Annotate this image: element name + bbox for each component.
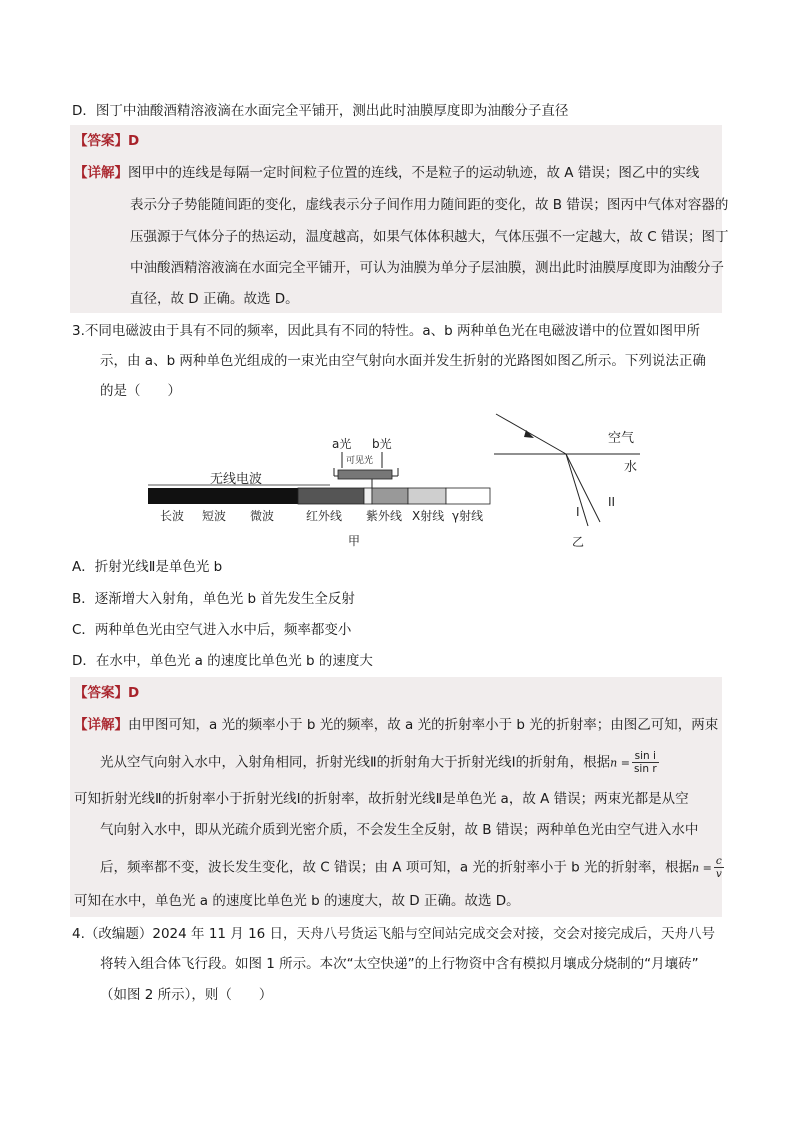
band-visible <box>364 488 372 504</box>
answer-label: 【答案】 <box>74 133 128 149</box>
spectrum-diagram <box>140 430 500 550</box>
band-radio <box>148 488 298 504</box>
q3-detail-line-3: 可知折射光线Ⅱ的折射率小于折射光线Ⅰ的折射率，故折射光线Ⅱ是单色光 a，故 A 错误；两束光都是从空 <box>74 791 689 807</box>
q2-detail-line-5: 直径，故 D 正确。故选 D。 <box>130 291 299 307</box>
ray-label-1: I <box>576 505 580 519</box>
detail-text: 光从空气向射入水中，入射角相同，折射光线Ⅱ的折射角大于折射光线Ⅰ的折射角，根据 <box>100 754 611 771</box>
q3-stem-line-3: 的是（ ） <box>100 383 181 399</box>
formula-speed <box>714 855 724 880</box>
band-label-xray: X射线 <box>412 509 445 523</box>
answer-value: D <box>128 685 140 701</box>
q3-detail-line-2 <box>100 750 661 775</box>
q4-stem-line-3: （如图 2 所示），则（ ） <box>100 987 273 1003</box>
formula-denominator: v <box>715 868 722 880</box>
q3-detail-line-1 <box>74 715 718 735</box>
band-label-uv: 紫外线 <box>366 509 403 523</box>
q2-detail-line-3: 压强源于气体分子的热运动，温度越高，如果气体体积越大，气体压强不一定越大，故 C 错误；图丁 <box>130 229 729 245</box>
q3-detail-line-5 <box>100 855 726 880</box>
band-xray <box>408 488 446 504</box>
formula-speed-lhs: n = <box>692 861 712 875</box>
band-gamma <box>446 488 490 504</box>
visible-band <box>338 470 392 479</box>
detail-text: 由甲图可知，a 光的频率小于 b 光的频率，故 a 光的折射率小于 b 光的折射率；由图乙可知，两束 <box>128 717 719 733</box>
q3-stem-line-1: 3.不同电磁波由于具有不同的频率，因此具有不同的特性。a、b 两种单色光在电磁波谱中的位置如图甲所 <box>72 323 701 339</box>
q2-option-d: D．图丁中油酸酒精溶液滴在水面完全平铺开，测出此时油膜厚度即为油酸分子直径 <box>72 103 569 119</box>
detail-label: 【详解】 <box>74 717 128 733</box>
answer-value: D <box>128 133 140 149</box>
q2-detail-line-2: 表示分子势能随间距的变化，虚线表示分子间作用力随间距的变化，故 B 错误；图丙中气体对容器的 <box>130 197 729 213</box>
formula-numerator: c <box>714 855 724 868</box>
refracted-ray-2 <box>566 454 600 522</box>
refraction-diagram <box>490 408 670 553</box>
band-infrared <box>298 488 364 504</box>
detail-text: 后，频率都不变，波长发生变化，故 C 错误；由 A 项可知，a 光的折射率小于 b 光的折射率，根据 <box>100 859 693 876</box>
band-ultraviolet <box>372 488 408 504</box>
q3-option-b: B．逐渐增大入射角，单色光 b 首先发生全反射 <box>72 591 355 607</box>
q2-answer-box <box>70 125 722 313</box>
answer-label: 【答案】 <box>74 685 128 701</box>
q2-detail-line-4: 中油酸酒精溶液滴在水面完全平铺开，可认为油膜为单分子层油膜，测出此时油膜厚度即为油酸分子 <box>130 260 724 276</box>
air-label: 空气 <box>608 431 635 446</box>
radio-wave-label: 无线电波 <box>210 472 263 487</box>
formula-denominator: sin r <box>633 763 657 775</box>
detail-label: 【详解】 <box>74 165 128 181</box>
band-label-micro: 微波 <box>250 509 275 523</box>
q3-option-a: A．折射光线Ⅱ是单色光 b <box>72 559 223 575</box>
q4-stem-line-1: 4.（改编题）2024 年 11 月 16 日，天舟八号货运飞船与空间站完成交会对接，交会对接完成后，天舟八号 <box>72 926 716 942</box>
band-label-gamma: γ射线 <box>452 509 484 523</box>
incident-ray <box>496 414 566 454</box>
q3-answer <box>74 683 139 703</box>
q3-stem-line-2: 示，由 a、b 两种单色光组成的一束光由空气射向水面并发生折射的光路图如图乙所示。下列说法正确 <box>100 353 706 369</box>
formula-numerator: sin i <box>632 750 659 763</box>
water-label: 水 <box>624 460 638 475</box>
visible-light-label: 可见光 <box>346 456 374 466</box>
q4-stem-line-2: 将转入组合体飞行段。如图 1 所示。本次“太空快递”的上行物资中含有模拟月壤成分烧制的“月壤砖” <box>100 956 699 972</box>
band-label-short: 短波 <box>202 509 227 523</box>
detail-text: 图甲中的连线是每隔一定时间粒子位置的连线，不是粒子的运动轨迹，故 A 错误；图乙中的实线 <box>128 165 700 181</box>
formula-snell-lhs: n = <box>610 756 630 770</box>
band-label-long: 长波 <box>160 509 185 523</box>
q3-detail-line-4: 气向射入水中，即从光疏介质到光密介质，不会发生全反射，故 B 错误；两种单色光由空气进入水中 <box>100 822 699 838</box>
b-light-label: b光 <box>372 437 392 451</box>
band-label-infrared: 红外线 <box>306 509 343 523</box>
q3-option-d: D．在水中，单色光 a 的速度比单色光 b 的速度大 <box>72 653 373 669</box>
q2-detail-line-1 <box>74 163 699 183</box>
ray-label-2: II <box>608 495 616 509</box>
q3-option-c: C．两种单色光由空气进入水中后，频率都变小 <box>72 622 352 638</box>
q2-answer <box>74 131 139 151</box>
figure-caption-jia: 甲 <box>348 534 361 548</box>
q3-detail-line-6: 可知在水中，单色光 a 的速度比单色光 b 的速度大，故 D 正确。故选 D。 <box>74 893 520 909</box>
figure-caption-yi: 乙 <box>572 535 585 549</box>
a-light-label: a光 <box>332 437 352 451</box>
formula-snell <box>632 750 659 775</box>
